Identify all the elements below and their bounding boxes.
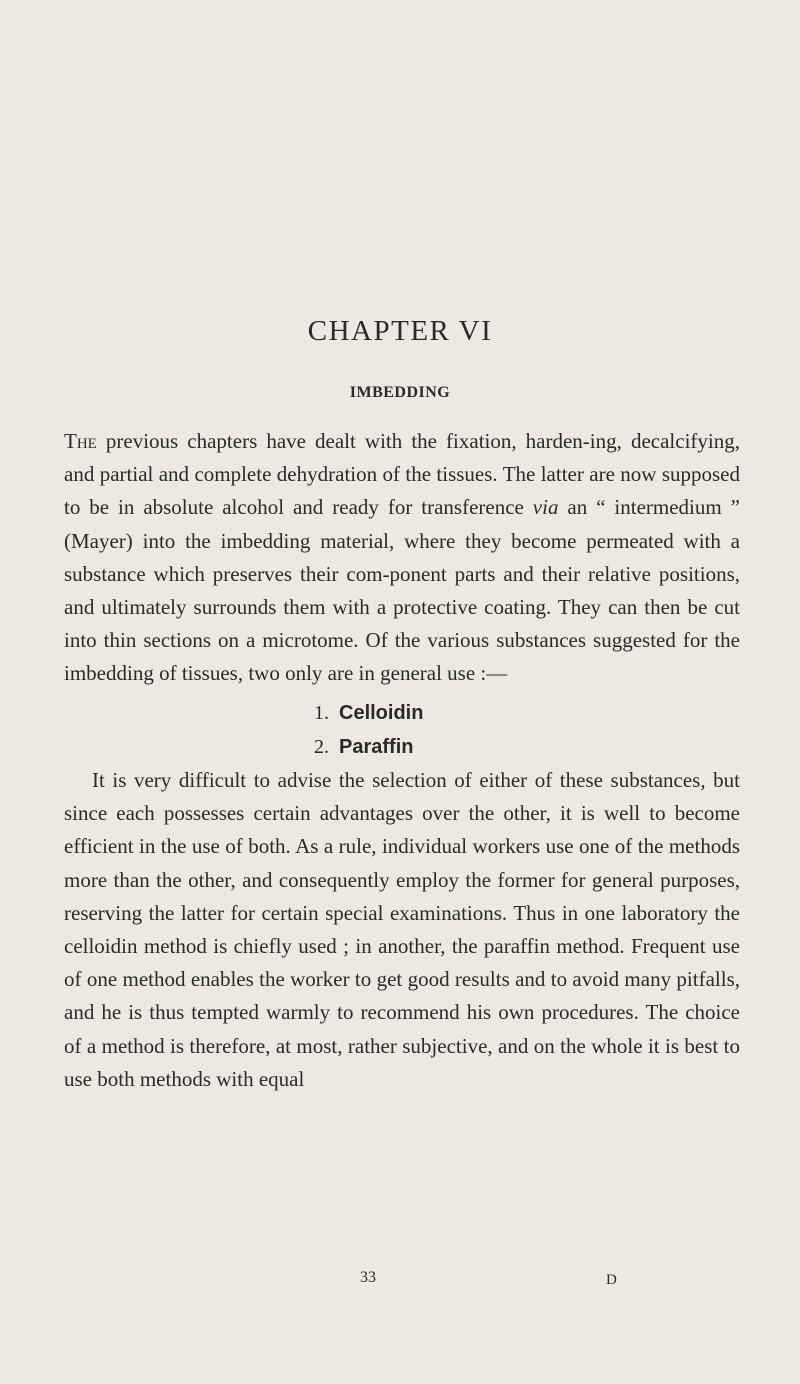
intro-paragraph bbox=[64, 425, 740, 691]
paragraph-lead-word: The bbox=[64, 429, 97, 453]
signature-mark: D bbox=[606, 1272, 617, 1288]
list-item-label: Paraffin bbox=[339, 736, 414, 758]
chapter-heading: CHAPTER VI bbox=[307, 315, 493, 347]
paragraph-text-a: previous chapters have dealt with the fixation, harden-ing, decalcifying, and partial and complete dehydration of the tissues. The latter are now supposed to be in absolute alcohol and ready for transference bbox=[64, 429, 740, 520]
chapter-subtitle: IMBEDDING bbox=[349, 384, 451, 401]
list-item-label: Celloidin bbox=[339, 702, 424, 724]
list-item bbox=[314, 730, 413, 764]
page-number: 33 bbox=[360, 1269, 376, 1286]
body-paragraph-text: It is very difficult to advise the selection of either of these substances, but since each possesses certain advantages over the other, it is well to become efficient in the use of both. As a rule, individual workers use one of the methods more than the other, and consequently employ the former for general purposes, reserving the latter for certain special examinations. Thus in one laboratory the celloidin method is chiefly used ; in another, the paraffin method. Frequent use of one method enables the worker to get good results and to avoid many pitfalls, and he is thus tempted warmly to recommend his own procedures. The choice of a method is therefore, at most, rather subjective, and on the whole it is best to use both methods with equal bbox=[64, 768, 740, 1091]
list-item-number: 2. bbox=[314, 736, 329, 758]
paragraph-text-b: an “ intermedium ” (Mayer) into the imbedding material, where they become permeated with a substance which preserves their com-ponent parts and their relative positions, and ultimately surrounds them with a protective coating. They can then be cut into thin sections on a microtome. Of the various substances suggested for the imbedding of tissues, two only are in general use :— bbox=[64, 495, 740, 686]
paragraph-italic-word: via bbox=[532, 495, 559, 520]
list-item-number: 1. bbox=[314, 702, 329, 724]
list-item bbox=[314, 696, 423, 730]
body-paragraph bbox=[64, 764, 740, 1096]
